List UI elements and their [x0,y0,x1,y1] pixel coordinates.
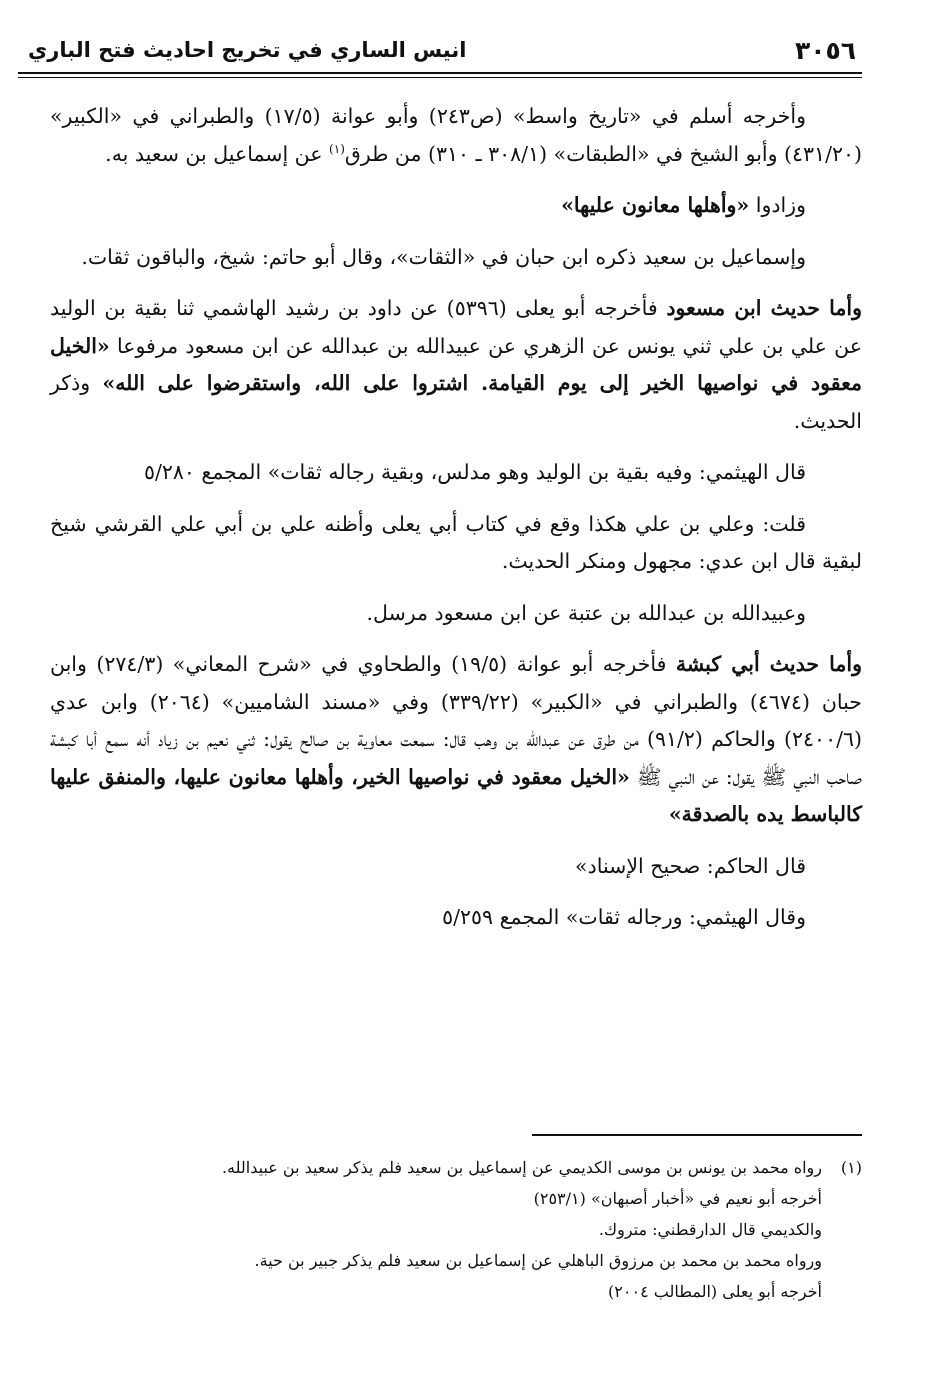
hadith-quote-1: «الخيل معقود في نواصيها الخير إلى يوم القيامة. اشتروا على الله، واستقرضوا على الله» [50,333,863,395]
paragraph-6: قلت: وعلي بن علي هكذا وقع في كتاب أبي يعلى وأظنه علي بن أبي علي القرشي شيخ لبقية قال ابن عدي: مجهول ومنكر الحديث. [50,511,862,573]
header-rule-thin [18,77,862,78]
paragraph-1-tail: عن إسماعيل بن سعيد به. [105,141,330,166]
section-lead-abi-kabsha: وأما حديث أبي كبشة [675,652,862,676]
paragraph-8-text: فأخرجه أبو عوانة (١٩/٥) والطحاوي في «شرح المعاني» (٢٧٤/٣) وابن حبان (٤٦٧٤) والطبراني في «الكبير» (٣٣٩/٢٢) وفي «مسند الشاميين» (٢٠٦٤) وابن عدي (٢٤٠٠/٦) والحاكم (٩١/٢) من طرق عن عبدالله بن وهب قال: سمعت معاوية بن صالح يقول: ثني نعيم بن زياد أنه سمع أبا كبشة صاحب النبي ﷺ يقول: عن النبي ﷺ [50,652,863,789]
footnote-number: (١) [840,1158,862,1177]
page-header [18,34,862,74]
paragraph-7: وعبيدالله بن عبدالله بن عتبة عن ابن مسعود مرسل. [366,600,806,625]
footnote-line: ورواه محمد بن محمد بن مرزوق الباهلي عن إسماعيل بن سعيد فلم يذكر جبير بن حية. [254,1251,822,1270]
paragraph-10: وقال الهيثمي: ورجاله ثقات» المجمع ٥/٢٥٩ [442,905,806,929]
footnote-line: أخرجه أبو نعيم في «أخبار أصبهان» (٢٥٣/١) [533,1189,822,1208]
footnotes [160,1152,862,1307]
paragraph-3: وإسماعيل بن سعيد ذكره ابن حبان في «الثقات»، وقال أبو حاتم: شيخ، والباقون ثقات. [81,244,806,269]
paragraph-2-text: وزادوا [749,193,806,217]
footnote-ref: (١) [329,141,345,156]
paragraph-2 [50,187,862,225]
footnote-line: والكديمي قال الدارقطني: متروك. [598,1220,822,1239]
paragraph-1 [50,98,862,173]
section-lead-ibn-masud: وأما حديث ابن مسعود [666,296,862,320]
paragraph-9: قال الحاكم: صحيح الإسناد» [575,853,806,878]
paragraph-4 [50,290,862,440]
paragraph-8 [50,646,862,834]
paragraph-5: قال الهيثمي: وفيه بقية بن الوليد وهو مدلس، وبقية رجاله ثقات» المجمع ٥/٢٨٠ [143,460,806,484]
running-title: انيس الساري في تخريج احاديث فتح الباري [28,38,467,62]
page-number: ٣٠٥٦ [794,36,856,65]
footnote-line: أخرجه أبو يعلى (المطالب ٢٠٠٤) [608,1282,822,1301]
paragraph-2-quote: «وأهلها معانون عليها» [561,193,750,217]
footnote-line: رواه محمد بن يونس بن موسى الكديمي عن إسماعيل بن سعيد فلم يذكر سعيد بن عبيدالله. [221,1158,822,1177]
footnote-separator [532,1134,862,1136]
header-rule [18,72,862,74]
main-text [50,98,862,951]
paragraph-4-tail: وذكر الحديث. [50,371,862,433]
paragraph-4-text: فأخرجه أبو يعلى (٥٣٩٦) عن داود بن رشيد الهاشمي ثنا بقية بن الوليد عن علي بن علي ثني يونس عن الزهري عن عبيدالله بن عبدالله عن ابن مسعود مرفوعا [50,296,862,358]
hadith-quote-2: «الخيل معقود في نواصيها الخير، وأهلها معانون عليها، والمنفق عليها كالباسط يده بالصدقة» [50,764,862,826]
footnote-lines [160,1152,822,1307]
paragraph-1-text: وأخرجه أسلم في «تاريخ واسط» (ص٢٤٣) وأبو عوانة (١٧/٥) والطبراني في «الكبير» (٤٣١/٢٠) وأبو الشيخ في «الطبقات» (٣٠٨/١ ـ ٣١٠) من طرق [50,104,862,166]
